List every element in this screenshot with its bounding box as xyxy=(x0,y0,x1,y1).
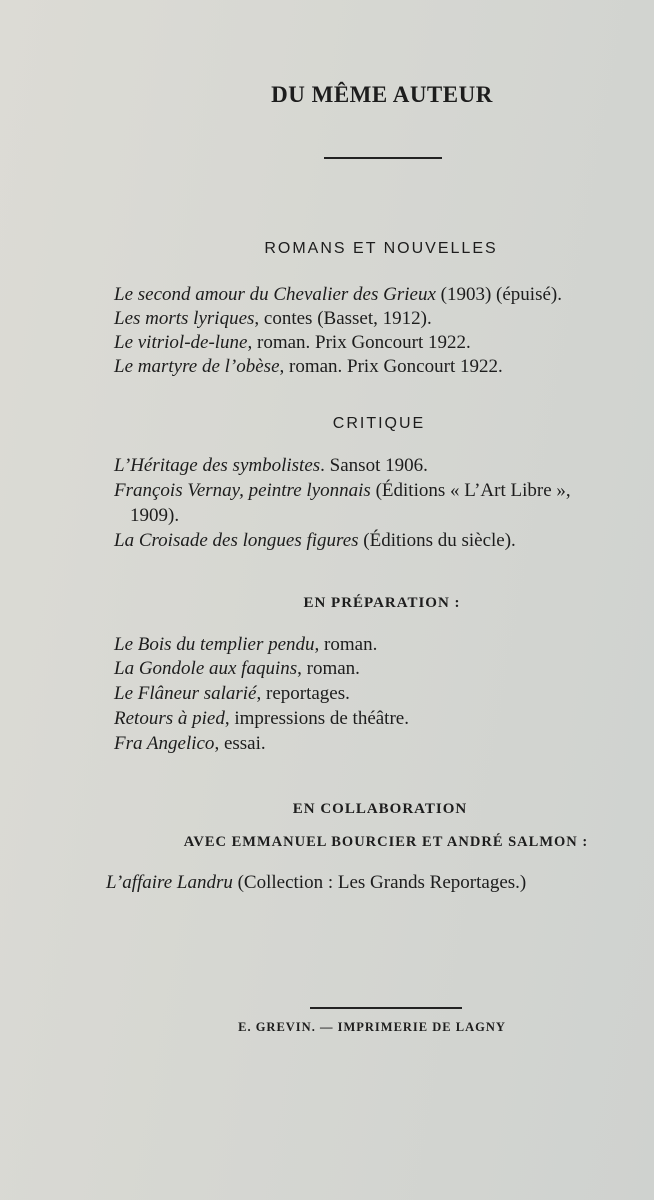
work-title: Le martyre de l’obèse xyxy=(114,356,280,377)
work-details: , essai. xyxy=(214,733,266,754)
work-title: Fra Angelico xyxy=(114,733,215,754)
section-subheading-collaborators: AVEC EMMANUEL BOURCIER ET ANDRÉ SALMON : xyxy=(183,834,589,850)
work-title: Le second amour du Chevalier des Grieux xyxy=(114,284,436,305)
section-heading-romans: ROMANS ET NOUVELLES xyxy=(264,240,498,257)
title-divider xyxy=(324,157,442,159)
work-title: Retours à pied xyxy=(114,708,225,729)
list-item xyxy=(114,530,516,552)
work-details: , roman. Prix Goncourt 1922. xyxy=(247,332,471,353)
work-title: Les morts lyriques xyxy=(114,308,255,329)
work-details: (1903) (épuisé). xyxy=(435,284,562,305)
work-details: , impressions de théâtre. xyxy=(224,708,409,729)
work-details: (Éditions du siècle). xyxy=(358,530,516,551)
list-item xyxy=(114,733,266,755)
list-item xyxy=(114,356,503,378)
list-item xyxy=(114,683,350,705)
section-heading-preparation: EN PRÉPARATION : xyxy=(303,595,461,611)
list-item xyxy=(114,284,562,306)
list-item xyxy=(114,658,360,680)
list-item xyxy=(114,332,471,354)
footer-divider xyxy=(310,1007,462,1009)
list-item xyxy=(114,455,428,477)
work-title: L’affaire Landru xyxy=(106,872,233,893)
work-title: La Gondole aux faquins xyxy=(114,658,298,679)
work-title: Le Bois du templier pendu xyxy=(114,634,315,655)
work-details: , roman. Prix Goncourt 1922. xyxy=(279,356,503,377)
work-title: François Vernay, peintre lyonnais xyxy=(114,480,371,501)
page-title: DU MÊME AUTEUR xyxy=(271,82,493,107)
list-item xyxy=(114,708,409,730)
list-item-continuation: 1909). xyxy=(130,505,180,526)
work-title: Le Flâneur salarié xyxy=(114,683,257,704)
work-title: L’Héritage des symbolistes xyxy=(114,455,321,476)
work-details: (Éditions « L’Art Libre », xyxy=(370,480,571,501)
work-details: , reportages. xyxy=(256,683,350,704)
work-details: , contes (Basset, 1912). xyxy=(254,308,432,329)
work-details: , roman. xyxy=(297,658,360,679)
work-title: Le vitriol-de-lune xyxy=(114,332,248,353)
list-item xyxy=(106,872,526,894)
work-details: , roman. xyxy=(314,634,378,655)
section-heading-critique: CRITIQUE xyxy=(332,415,426,432)
work-details: . Sansot 1906. xyxy=(320,455,428,476)
work-details: (Collection : Les Grands Reportages.) xyxy=(232,872,527,893)
section-heading-collaboration: EN COLLABORATION xyxy=(292,801,468,817)
list-item xyxy=(114,634,377,656)
list-item xyxy=(114,480,571,502)
work-title: La Croisade des longues figures xyxy=(114,530,359,551)
printer-imprint: E. GREVIN. — IMPRIMERIE DE LAGNY xyxy=(238,1020,506,1034)
list-item xyxy=(114,308,432,330)
